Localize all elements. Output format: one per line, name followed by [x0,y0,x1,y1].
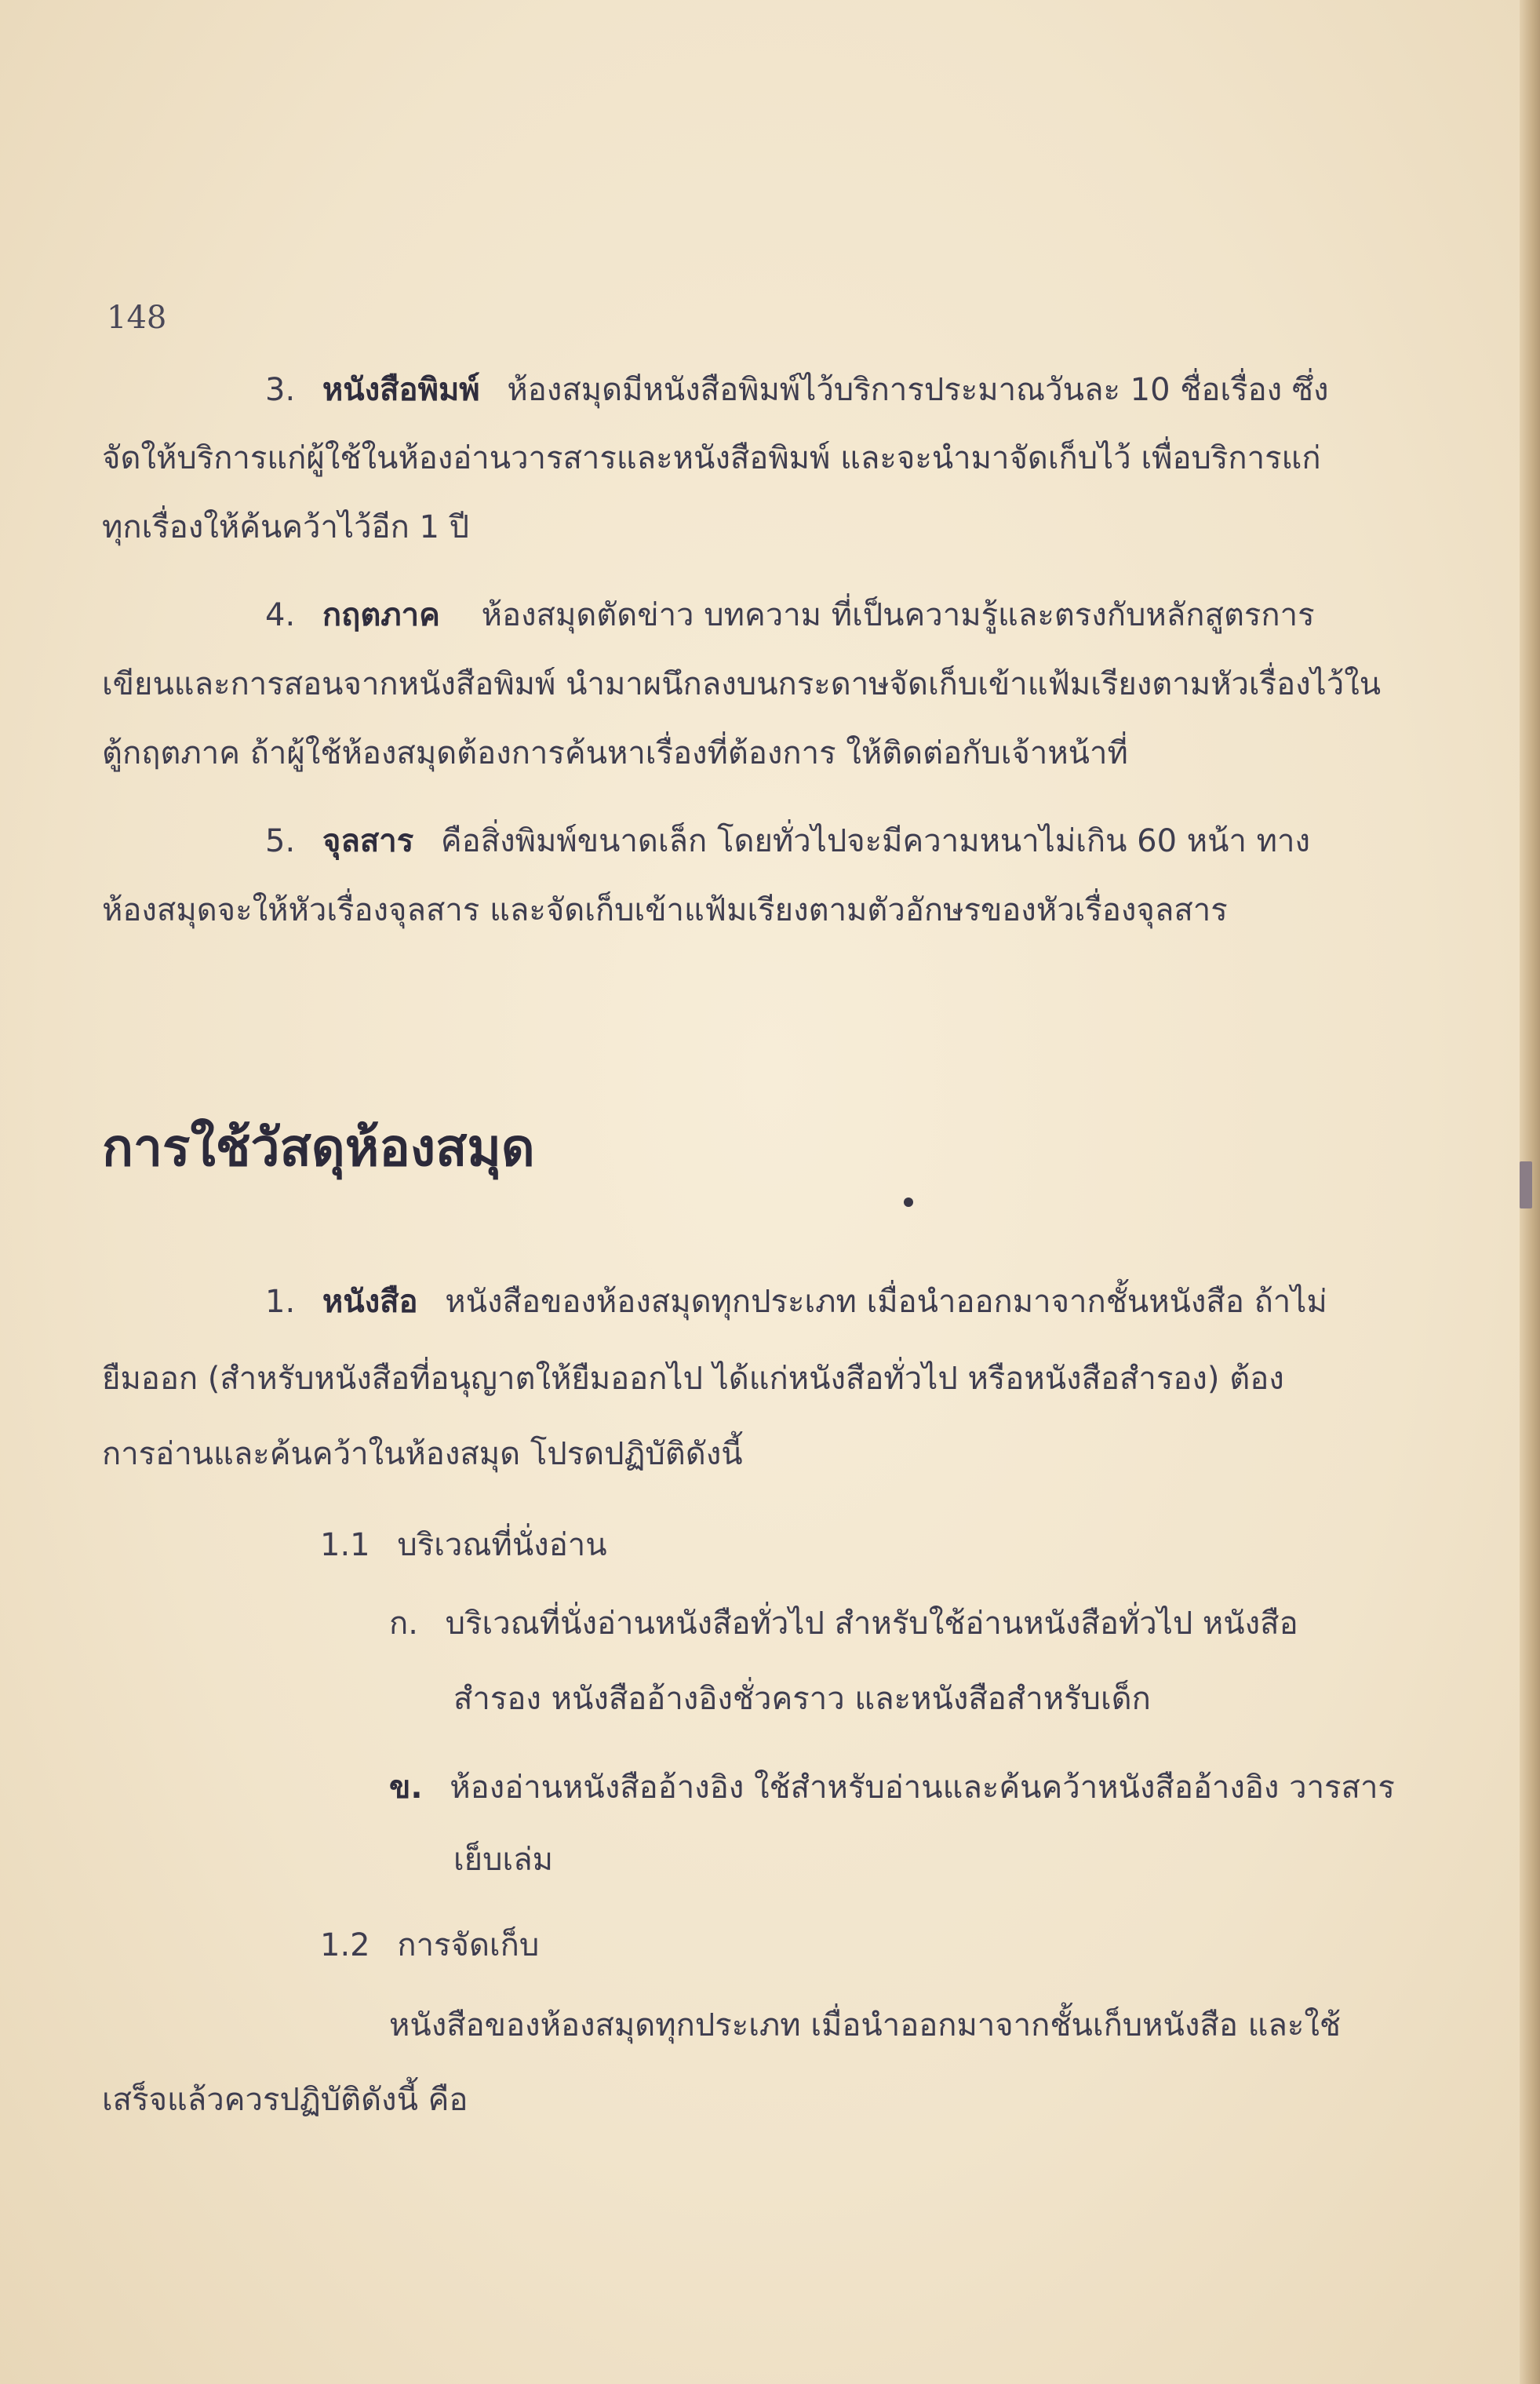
sub11a-marker: ก. [389,1606,418,1642]
item3-text1: ห้องสมุดมีหนังสือพิมพ์ไว้บริการประมาณวันละ 10 ชื่อเรื่อง ซึ่ง [507,372,1329,408]
item1-text1: หนังสือของห้องสมุดทุกประเภท เมื่อนำออกมาจากชั้นหนังสือ ถ้าไม่ [445,1284,1327,1320]
sub12-title: การจัดเก็บ [397,1927,540,1963]
page-number: 148 [107,300,167,336]
sub11-number: 1.1 [320,1527,370,1563]
sub11-heading [320,1526,607,1564]
item3-line1 [265,371,1329,409]
item1-line1 [265,1283,1327,1321]
item5-line1 [265,822,1310,860]
item5-line2: ห้องสมุดจะให้หัวเรื่องจุลสาร และจัดเก็บเข้าแฟ้มเรียงตามตัวอักษรของหัวเรื่องจุลสาร [102,892,1228,928]
sub12-number: 1.2 [320,1927,370,1963]
item5-number: 5. [265,823,296,859]
sub11b-line1 [389,1769,1395,1806]
item3-line2: จัดให้บริการแก่ผู้ใช้ในห้องอ่านวารสารและหนังสือพิมพ์ และจะนำมาจัดเก็บไว้ เพื่อบริการแก่ [102,440,1321,476]
page-edge-mark [1520,1161,1532,1208]
item4-line2: เขียนและการสอนจากหนังสือพิมพ์ นำมาผนึกลงบนกระดาษจัดเก็บเข้าแฟ้มเรียงตามหัวเรื่องไว้ใน [102,666,1382,702]
section-heading: การใช้วัสดุห้องสมุด [102,1117,535,1178]
item5-term: จุลสาร [322,823,414,859]
item3-line3: ทุกเรื่องให้ค้นคว้าไว้อีก 1 ปี [102,509,470,545]
item4-line3: ตู้กฤตภาค ถ้าผู้ใช้ห้องสมุดต้องการค้นหาเรื่องที่ต้องการ ให้ติดต่อกับเจ้าหน้าที่ [102,735,1128,771]
item4-number: 4. [265,597,296,633]
item4-term: กฤตภาค [322,597,440,633]
sub12-line1: หนังสือของห้องสมุดทุกประเภท เมื่อนำออกมาจากชั้นเก็บหนังสือ และใช้ [389,2007,1342,2043]
sub11b-text1: ห้องอ่านหนังสืออ้างอิง ใช้สำหรับอ่านและค้นคว้าหนังสืออ้างอิง วารสาร [450,1770,1395,1806]
item3-number: 3. [265,372,296,408]
item3-term: หนังสือพิมพ์ [322,372,480,408]
item1-term: หนังสือ [322,1284,418,1320]
item1-line3: การอ่านและค้นคว้าในห้องสมุด โปรดปฏิบัติดังนี้ [102,1436,743,1472]
sub11a-text1: บริเวณที่นั่งอ่านหนังสือทั่วไป สำหรับใช้อ่านหนังสือทั่วไป หนังสือ [445,1606,1298,1642]
sub12-heading [320,1927,539,1964]
item4-text1: ห้องสมุดตัดข่าว บทความ ที่เป็นความรู้และตรงกับหลักสูตรการ [481,597,1315,633]
ink-speck [904,1197,913,1207]
sub11b-marker: ข. [389,1770,423,1806]
item1-number: 1. [265,1284,296,1320]
item5-text1: คือสิ่งพิมพ์ขนาดเล็ก โดยทั่วไปจะมีความหนาไม่เกิน 60 หน้า ทาง [440,823,1311,859]
sub11b-line2: เย็บเล่ม [453,1842,554,1878]
sub12-line2: เสร็จแล้วควรปฏิบัติดังนี้ คือ [102,2082,468,2118]
item4-line1 [265,596,1315,634]
sub11a-line1 [389,1605,1298,1642]
sub11-title: บริเวณที่นั่งอ่าน [397,1527,607,1563]
item1-line2: ยืมออก (สำหรับหนังสือที่อนุญาตให้ยืมออกไป ได้แก่หนังสือทั่วไป หรือหนังสือสำรอง) ต้อง [102,1361,1284,1397]
sub11a-line2: สำรอง หนังสืออ้างอิงชั่วคราว และหนังสือสำหรับเด็ก [453,1681,1151,1717]
